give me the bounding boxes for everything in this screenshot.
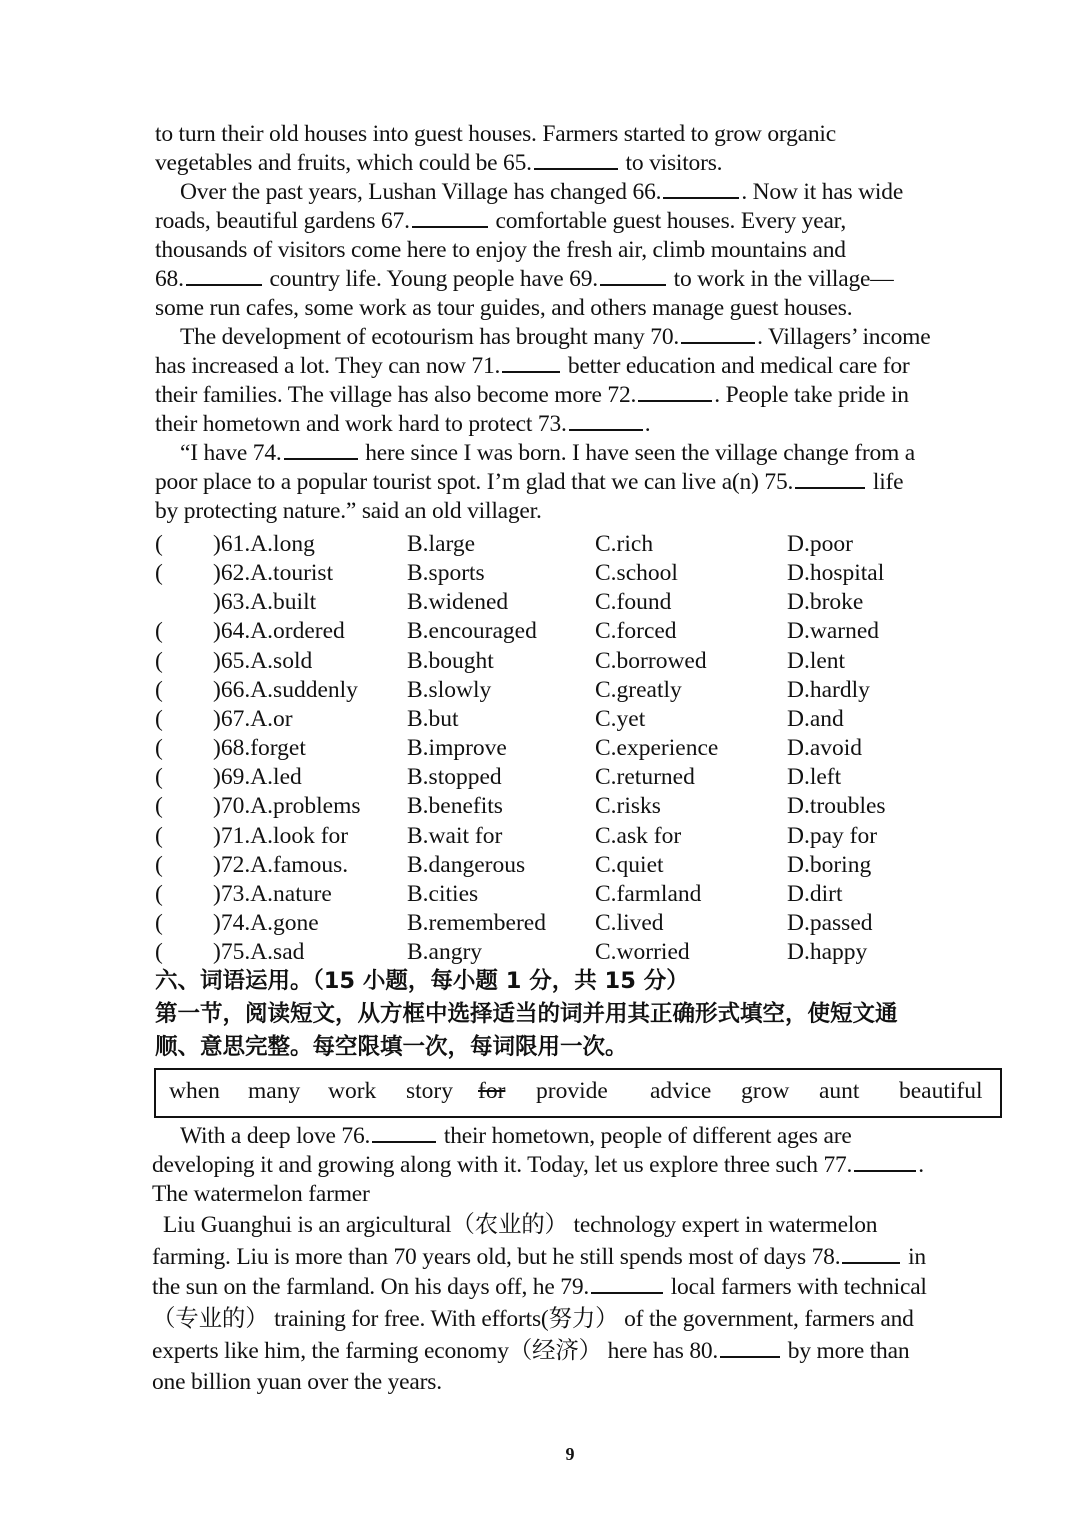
word-when: when bbox=[169, 1078, 220, 1104]
option-c: C.experience bbox=[595, 735, 719, 762]
option-d: D.left bbox=[787, 764, 842, 791]
blank-69[interactable] bbox=[600, 266, 666, 286]
option-a: )64.A.ordered bbox=[213, 618, 345, 645]
option-d: D.hardly bbox=[787, 676, 870, 703]
option-row bbox=[155, 588, 1005, 617]
blank-71[interactable] bbox=[502, 353, 560, 373]
option-d: D.avoid bbox=[787, 735, 863, 762]
option-a: )63.A.built bbox=[213, 589, 317, 616]
passage-line-11: their hometown and work hard to protect 73. . bbox=[155, 411, 651, 437]
blank-75[interactable] bbox=[795, 469, 865, 489]
option-d: D.pay for bbox=[787, 822, 878, 849]
option-d: D.warned bbox=[787, 618, 880, 645]
word-story: story bbox=[406, 1078, 453, 1104]
option-a: )66.A.suddenly bbox=[213, 676, 358, 703]
option-c: C.borrowed bbox=[595, 647, 707, 674]
option-a: )68.forget bbox=[213, 735, 306, 762]
option-d: D.boring bbox=[787, 851, 872, 878]
option-row bbox=[155, 530, 1005, 559]
passage2-line-8: experts like him, the farming economy（经济） here has 80. by more than bbox=[152, 1338, 910, 1364]
passage2-line-6: the sun on the farmland. On his days off, he 79. local farmers with technical bbox=[152, 1274, 927, 1300]
word-advice: advice bbox=[650, 1078, 712, 1104]
page-number: 9 bbox=[565, 1444, 575, 1464]
option-b: B.large bbox=[407, 531, 476, 557]
option-row bbox=[155, 822, 1005, 851]
passage2-line-9: one billion yuan over the years. bbox=[152, 1369, 442, 1395]
option-row bbox=[155, 792, 1005, 821]
passage-line-13: poor place to a popular tourist spot. I’m glad that we can live a(n) 75. life bbox=[155, 469, 904, 495]
answer-paren[interactable]: ( bbox=[155, 676, 163, 703]
option-a: )71.A.look for bbox=[213, 822, 349, 849]
passage-line-8: The development of ecotourism has brought many 70. . Villagers’ income bbox=[180, 324, 931, 350]
word-for: for bbox=[478, 1078, 506, 1104]
answer-paren[interactable]: ( bbox=[155, 531, 163, 557]
option-a: )69.A.led bbox=[213, 764, 302, 791]
option-a: )75.A.sad bbox=[213, 939, 305, 966]
word-provide: provide bbox=[536, 1078, 608, 1104]
option-a: )65.A.sold bbox=[213, 647, 313, 674]
word-beautiful: beautiful bbox=[899, 1078, 983, 1104]
option-d: D.lent bbox=[787, 647, 846, 674]
section-instruction-2: 顺、意思完整。每空限填一次，每词限用一次。 bbox=[155, 1034, 628, 1060]
option-row bbox=[155, 559, 1005, 588]
option-b: B.benefits bbox=[407, 793, 503, 820]
option-b: B.stopped bbox=[407, 764, 502, 791]
option-d: D.broke bbox=[787, 589, 864, 616]
section-instruction-1: 第一节，阅读短文，从方框中选择适当的词并用其正确形式填空，使短文通 bbox=[155, 1001, 898, 1027]
option-b: B.widened bbox=[407, 589, 509, 616]
option-d: D.troubles bbox=[787, 793, 886, 820]
option-d: D.passed bbox=[787, 909, 873, 936]
answer-paren[interactable]: ( bbox=[155, 851, 163, 878]
blank-76[interactable] bbox=[372, 1123, 436, 1143]
word-aunt: aunt bbox=[819, 1078, 860, 1104]
option-c: C.greatly bbox=[595, 676, 682, 703]
option-d: D.happy bbox=[787, 939, 868, 966]
option-c: C.farmland bbox=[595, 880, 702, 907]
option-d: D.poor bbox=[787, 531, 853, 557]
option-a: )70.A.problems bbox=[213, 793, 361, 820]
option-b: B.bought bbox=[407, 647, 494, 674]
passage-line-12: “I have 74. here since I was born. I have seen the village change from a bbox=[180, 440, 916, 466]
passage2-line-1: With a deep love 76. their hometown, people of different ages are bbox=[180, 1123, 852, 1149]
blank-68[interactable] bbox=[186, 266, 262, 286]
option-b: B.angry bbox=[407, 939, 483, 966]
option-row bbox=[155, 647, 1005, 676]
passage-line-2: vegetables and fruits, which could be 65. to visitors. bbox=[155, 150, 723, 176]
passage2-subheading: The watermelon farmer bbox=[152, 1181, 370, 1207]
option-c: C.lived bbox=[595, 909, 664, 936]
blank-79[interactable] bbox=[591, 1274, 663, 1294]
option-a: )72.A.famous. bbox=[213, 851, 349, 878]
option-row bbox=[155, 763, 1005, 792]
option-c: C.rich bbox=[595, 531, 654, 557]
answer-paren[interactable]: ( bbox=[155, 880, 163, 907]
option-c: C.found bbox=[595, 589, 672, 616]
passage2-line-5: farming. Liu is more than 70 years old, but he still spends most of days 78. in bbox=[152, 1244, 926, 1270]
option-c: C.yet bbox=[595, 705, 646, 732]
option-d: D.dirt bbox=[787, 880, 843, 907]
answer-paren[interactable]: ( bbox=[155, 764, 163, 791]
option-b: B.encouraged bbox=[407, 618, 537, 645]
option-row bbox=[155, 676, 1005, 705]
option-row bbox=[155, 851, 1005, 880]
passage-line-14: by protecting nature.” said an old villager. bbox=[155, 498, 542, 524]
blank-80[interactable] bbox=[720, 1338, 780, 1358]
blank-72[interactable] bbox=[638, 382, 712, 402]
blank-66[interactable] bbox=[663, 179, 739, 199]
option-c: C.school bbox=[595, 560, 678, 587]
option-d: D.hospital bbox=[787, 560, 885, 587]
word-grow: grow bbox=[741, 1078, 790, 1104]
passage2-line-7: （专业的） training for free. With efforts(努力） of the government, farmers and bbox=[152, 1306, 914, 1332]
passage-line-6: 68. country life. Young people have 69. to work in the village— bbox=[155, 266, 894, 292]
option-c: C.risks bbox=[595, 793, 661, 820]
option-row bbox=[155, 880, 1005, 909]
answer-paren[interactable]: ( bbox=[155, 647, 163, 674]
option-b: B.improve bbox=[407, 735, 507, 762]
blank-67[interactable] bbox=[412, 208, 488, 228]
answer-paren[interactable]: ( bbox=[155, 939, 163, 966]
word-work: work bbox=[328, 1078, 377, 1104]
option-row bbox=[155, 909, 1005, 938]
blank-73[interactable] bbox=[569, 411, 643, 431]
word-many: many bbox=[248, 1078, 301, 1104]
blank-78[interactable] bbox=[842, 1244, 900, 1264]
answer-paren[interactable]: ( bbox=[155, 705, 163, 732]
passage-line-1: to turn their old houses into guest houses. Farmers started to grow organic bbox=[155, 121, 836, 147]
option-b: B.dangerous bbox=[407, 851, 526, 878]
option-b: B.sports bbox=[407, 560, 485, 587]
passage-line-9: has increased a lot. They can now 71. better education and medical care for bbox=[155, 353, 910, 379]
option-a: )67.A.or bbox=[213, 705, 293, 732]
answer-paren[interactable]: ( bbox=[155, 618, 163, 645]
option-c: C.quiet bbox=[595, 851, 664, 878]
answer-paren[interactable]: ( bbox=[155, 560, 163, 587]
answer-paren[interactable]: ( bbox=[155, 909, 163, 936]
passage2-line-4: Liu Guanghui is an argicultural（农业的） technology expert in watermelon bbox=[163, 1212, 878, 1238]
passage2-line-2: developing it and growing along with it. Today, let us explore three such 77. . bbox=[152, 1152, 924, 1178]
answer-paren[interactable]: ( bbox=[155, 735, 163, 762]
word-box bbox=[154, 1068, 1002, 1118]
section-heading: 六、词语运用。（15 小题，每小题 1 分，共 15 分） bbox=[155, 968, 689, 994]
option-c: C.returned bbox=[595, 764, 695, 791]
passage-line-5: thousands of visitors come here to enjoy the fresh air, climb mountains and bbox=[155, 237, 846, 263]
option-a: )74.A.gone bbox=[213, 909, 319, 936]
option-c: C.worried bbox=[595, 939, 690, 966]
passage-line-4: roads, beautiful gardens 67. comfortable guest houses. Every year, bbox=[155, 208, 847, 234]
blank-70[interactable] bbox=[681, 324, 755, 344]
option-row bbox=[155, 617, 1005, 646]
passage-line-7: some run cafes, some work as tour guides, and others manage guest houses. bbox=[155, 295, 853, 321]
answer-paren[interactable]: ( bbox=[155, 793, 163, 820]
option-a: )73.A.nature bbox=[213, 880, 332, 907]
option-c: C.forced bbox=[595, 618, 677, 645]
option-a: )62.A.tourist bbox=[213, 560, 334, 587]
option-b: B.cities bbox=[407, 880, 479, 907]
option-a: )61.A.long bbox=[213, 531, 315, 557]
option-row bbox=[155, 938, 1005, 967]
passage-line-10: their families. The village has also become more 72. . People take pride in bbox=[155, 382, 909, 408]
blank-74[interactable] bbox=[284, 440, 358, 460]
option-row bbox=[155, 705, 1005, 734]
blank-77[interactable] bbox=[854, 1152, 916, 1172]
passage-line-3: Over the past years, Lushan Village has changed 66. . Now it has wide bbox=[180, 179, 904, 205]
answer-paren[interactable]: ( bbox=[155, 822, 163, 849]
option-b: B.but bbox=[407, 705, 459, 732]
option-b: B.slowly bbox=[407, 676, 492, 703]
option-b: B.remembered bbox=[407, 909, 546, 936]
option-d: D.and bbox=[787, 705, 844, 732]
option-b: B.wait for bbox=[407, 822, 503, 849]
option-c: C.ask for bbox=[595, 822, 682, 849]
blank-65[interactable] bbox=[534, 150, 618, 170]
option-row bbox=[155, 734, 1005, 763]
